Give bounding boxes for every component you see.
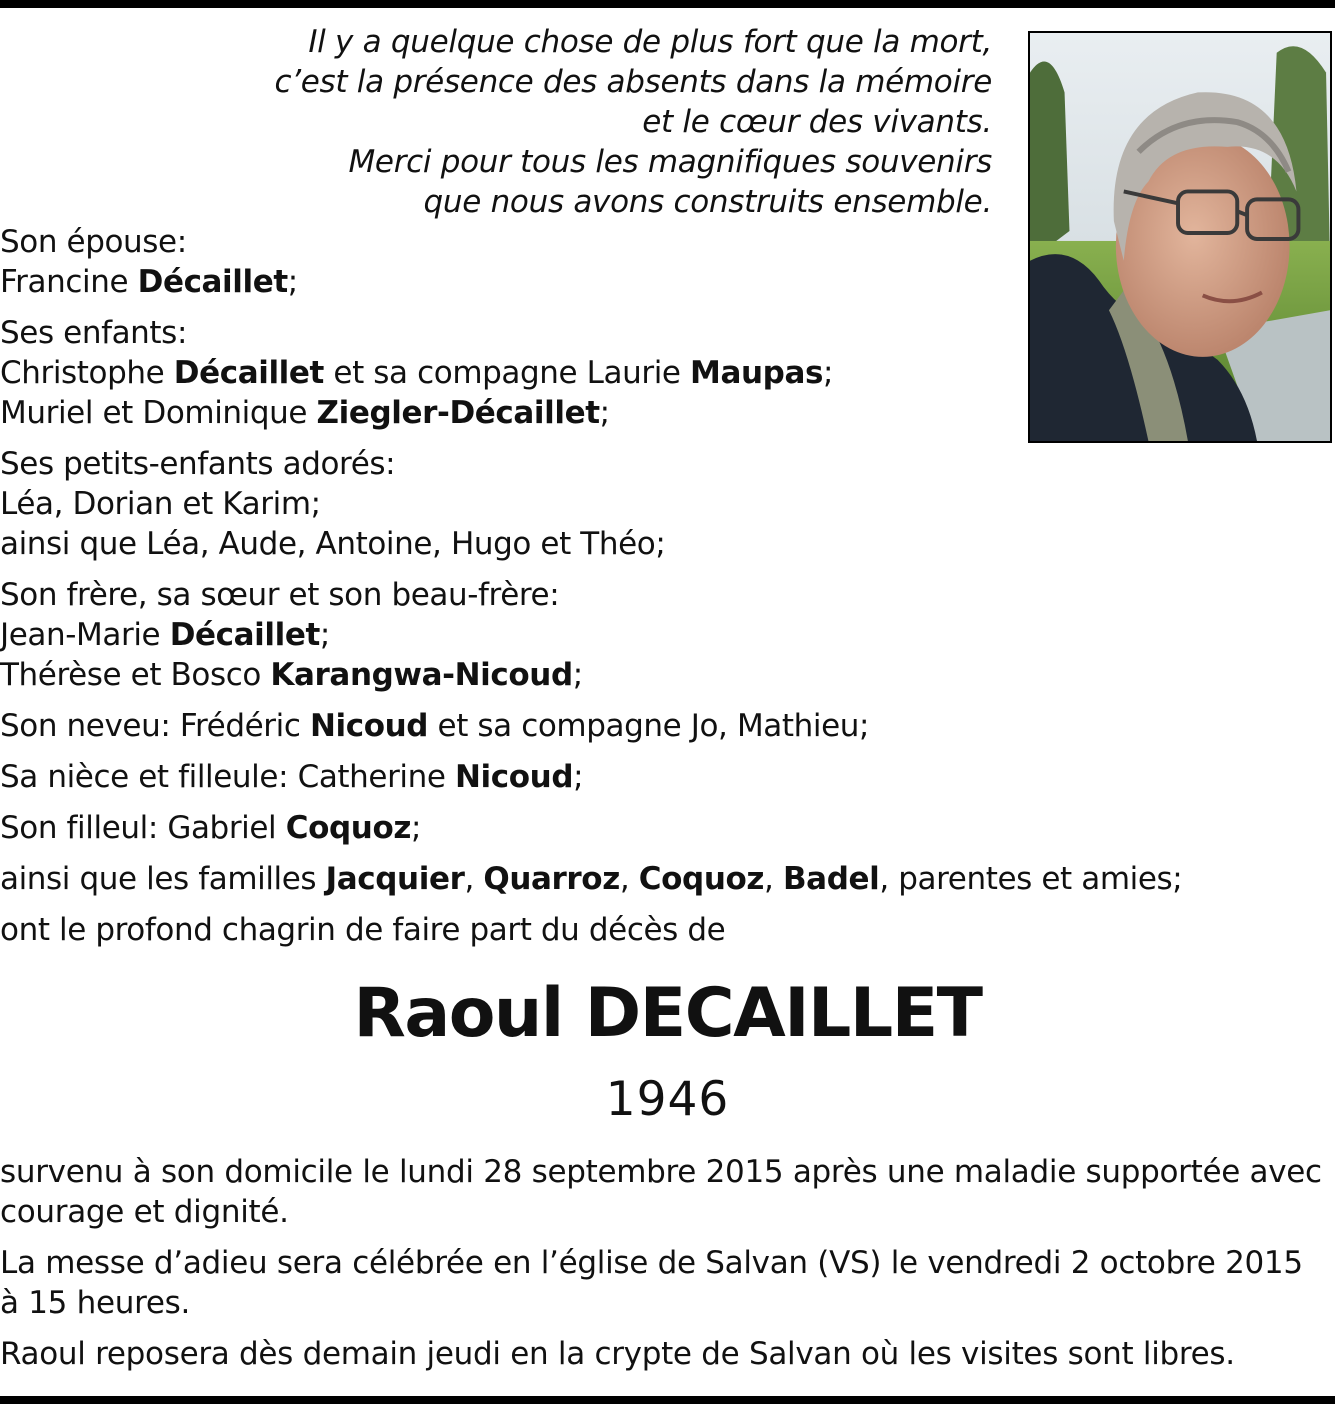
- family-line: [0, 757, 1335, 797]
- family-line: [0, 262, 1335, 302]
- family-line: [0, 484, 1335, 524]
- closing-paragraph: [0, 1243, 1335, 1323]
- surname: Quarroz: [483, 861, 620, 897]
- text-run: ,: [464, 861, 484, 897]
- text-run: Son neveu: Frédéric: [0, 708, 310, 744]
- quote-line: Il y a quelque chose de plus fort que la mort,: [308, 24, 992, 60]
- text-run: Son filleul: Gabriel: [0, 810, 286, 846]
- surname: Nicoud: [455, 759, 574, 795]
- top-rule: [0, 0, 1335, 8]
- closing-paragraph: [0, 1152, 1335, 1232]
- closing-line: courage et dignité.: [0, 1194, 289, 1230]
- text-run: Son épouse:: [0, 224, 187, 260]
- family-line: [0, 808, 1335, 848]
- text-run: ainsi que Léa, Aude, Antoine, Hugo et Théo;: [0, 526, 666, 562]
- text-run: ;: [287, 264, 298, 300]
- surname: Maupas: [690, 355, 824, 391]
- surname: Karangwa-Nicoud: [270, 657, 573, 693]
- text-run: Francine: [0, 264, 138, 300]
- deceased-name: Raoul DECAILLET: [353, 974, 982, 1053]
- surname: Ziegler-Décaillet: [316, 395, 600, 431]
- surname: Nicoud: [309, 708, 429, 744]
- epigraph-quote: [180, 22, 992, 222]
- family-line: [0, 393, 1335, 433]
- quote-line: que nous avons construits ensemble.: [423, 184, 992, 220]
- text-run: Léa, Dorian et Karim;: [0, 486, 321, 522]
- text-run: ;: [599, 395, 610, 431]
- family-paragraph: [0, 575, 1335, 695]
- closing-line: à 15 heures.: [0, 1285, 191, 1321]
- family-paragraph: [0, 910, 1335, 950]
- family-line: [0, 859, 1335, 899]
- quote-line: et le cœur des vivants.: [642, 104, 992, 140]
- family-line: [0, 353, 1335, 393]
- text-run: Ses enfants:: [0, 315, 187, 351]
- text-run: ,: [619, 861, 639, 897]
- family-paragraph: [0, 757, 1335, 797]
- text-run: Ses petits-enfants adorés:: [0, 446, 396, 482]
- closing-line: La messe d’adieu sera célébrée en l’église de Salvan (VS) le vendredi 2 octobre 2015: [0, 1245, 1303, 1281]
- family-paragraph: [0, 444, 1335, 564]
- family-line: [0, 615, 1335, 655]
- bottom-rule: [0, 1396, 1335, 1404]
- family-line: [0, 706, 1335, 746]
- surname: Décaillet: [173, 355, 324, 391]
- text-run: ;: [573, 759, 584, 795]
- family-paragraph: [0, 313, 1335, 433]
- family-line: [0, 575, 1335, 615]
- text-run: ;: [410, 810, 422, 846]
- family-paragraph: [0, 706, 1335, 746]
- text-run: Muriel et Dominique: [0, 395, 317, 431]
- surname: Décaillet: [137, 264, 288, 300]
- closing-paragraph: [0, 1334, 1335, 1374]
- text-run: ;: [823, 355, 834, 391]
- closing-line: Raoul reposera dès demain jeudi en la crypte de Salvan où les visites sont libres.: [0, 1336, 1235, 1372]
- family-line: [0, 524, 1335, 564]
- family-paragraph: [0, 808, 1335, 848]
- family-paragraph: [0, 859, 1335, 899]
- surname: Jacquier: [325, 861, 465, 897]
- closing-text: [0, 1152, 1335, 1385]
- surname: Coquoz: [638, 861, 765, 897]
- family-line: [0, 222, 1335, 262]
- family-line: [0, 910, 1335, 950]
- quote-line: Merci pour tous les magnifiques souvenirs: [348, 144, 992, 180]
- family-line: [0, 313, 1335, 353]
- text-run: ,: [764, 861, 783, 897]
- family-list: [0, 222, 1335, 961]
- text-run: , parentes et amies;: [879, 861, 1183, 897]
- text-run: ;: [572, 657, 583, 693]
- closing-line: survenu à son domicile le lundi 28 septembre 2015 après une maladie supportée avec: [0, 1154, 1322, 1190]
- surname: Badel: [782, 861, 880, 897]
- text-run: ;: [319, 617, 330, 653]
- surname: Coquoz: [285, 810, 411, 846]
- text-run: et sa compagne Laurie: [323, 355, 691, 391]
- text-run: et sa compagne Jo, Mathieu;: [428, 708, 870, 744]
- text-run: ainsi que les familles: [0, 861, 326, 897]
- text-run: Sa nièce et filleule: Catherine: [0, 759, 456, 795]
- family-paragraph: [0, 222, 1335, 302]
- text-run: Jean-Marie: [0, 617, 170, 653]
- family-line: [0, 655, 1335, 695]
- text-run: Christophe: [0, 355, 174, 391]
- quote-line: c’est la présence des absents dans la mémoire: [274, 64, 992, 100]
- text-run: ont le profond chagrin de faire part du décès de: [0, 912, 726, 948]
- deceased-year: 1946: [605, 1072, 730, 1127]
- text-run: Thérèse et Bosco: [0, 657, 271, 693]
- family-line: [0, 444, 1335, 484]
- text-run: Son frère, sa sœur et son beau-frère:: [0, 577, 560, 613]
- surname: Décaillet: [169, 617, 320, 653]
